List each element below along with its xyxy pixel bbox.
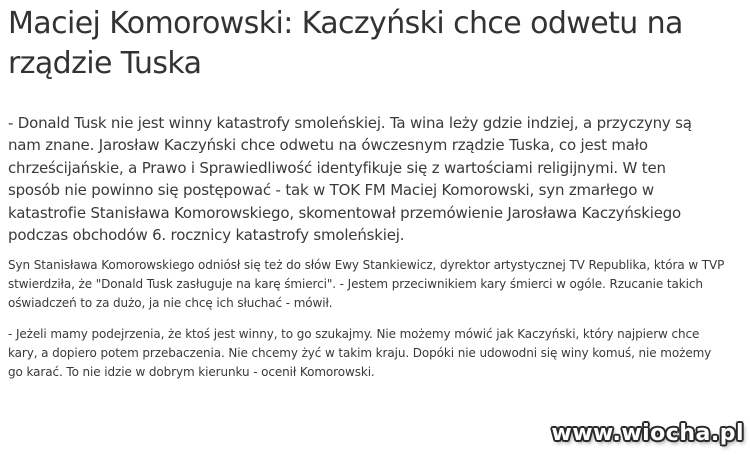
article-lead: - Donald Tusk nie jest winny katastrofy smoleńskiej. Ta wina leży gdzie indziej, a przyczyny są nam znane. Jarosław Kaczyński chce odwetu na ówczesnym rządzie Tuska, co jest mało chrześcijańskie, a Prawo i Sprawiedliwość identyfikuje się z wartościami religijnymi. W ten sposób nie powinno się postępować - tak w TOK FM Maciej Komorowski, syn zmarłego w katastrofie Stanisława Komorowskiego, skomentował przemówienie Jarosława Kaczyńskiego podczas obchodów 6. rocznicy katastrofy smoleńskiej. xyxy=(8,114,692,245)
article-paragraph: - Jeżeli mamy podejrzenia, że ktoś jest winny, to go szukajmy. Nie możemy mówić jak Kaczyński, który najpierw chce kary, a dopiero potem przebaczenia. Nie chcemy żyć w takim kraju. Dopóki nie udowodni się winy komuś, nie możemy go karać. To nie idzie w dobrym kierunku - ocenił Komorowski. xyxy=(8,327,712,379)
site-watermark: www.wiocha.pl xyxy=(551,421,744,446)
article-paragraph: Syn Stanisława Komorowskiego odniósł się też do słów Ewy Stankiewicz, dyrektor artystycznej TV Republika, która w TVP stwierdziła, że "Donald Tusk zasługuje na karę śmierci". - Jestem przeciwnikiem kary śmierci w ogóle. Rzucanie takich oświadczeń to za dużo, ja nie chcę ich słuchać - mówił. xyxy=(8,258,725,310)
article-title: Maciej Komorowski: Kaczyński chce odwetu na rządzie Tuska xyxy=(8,6,683,81)
